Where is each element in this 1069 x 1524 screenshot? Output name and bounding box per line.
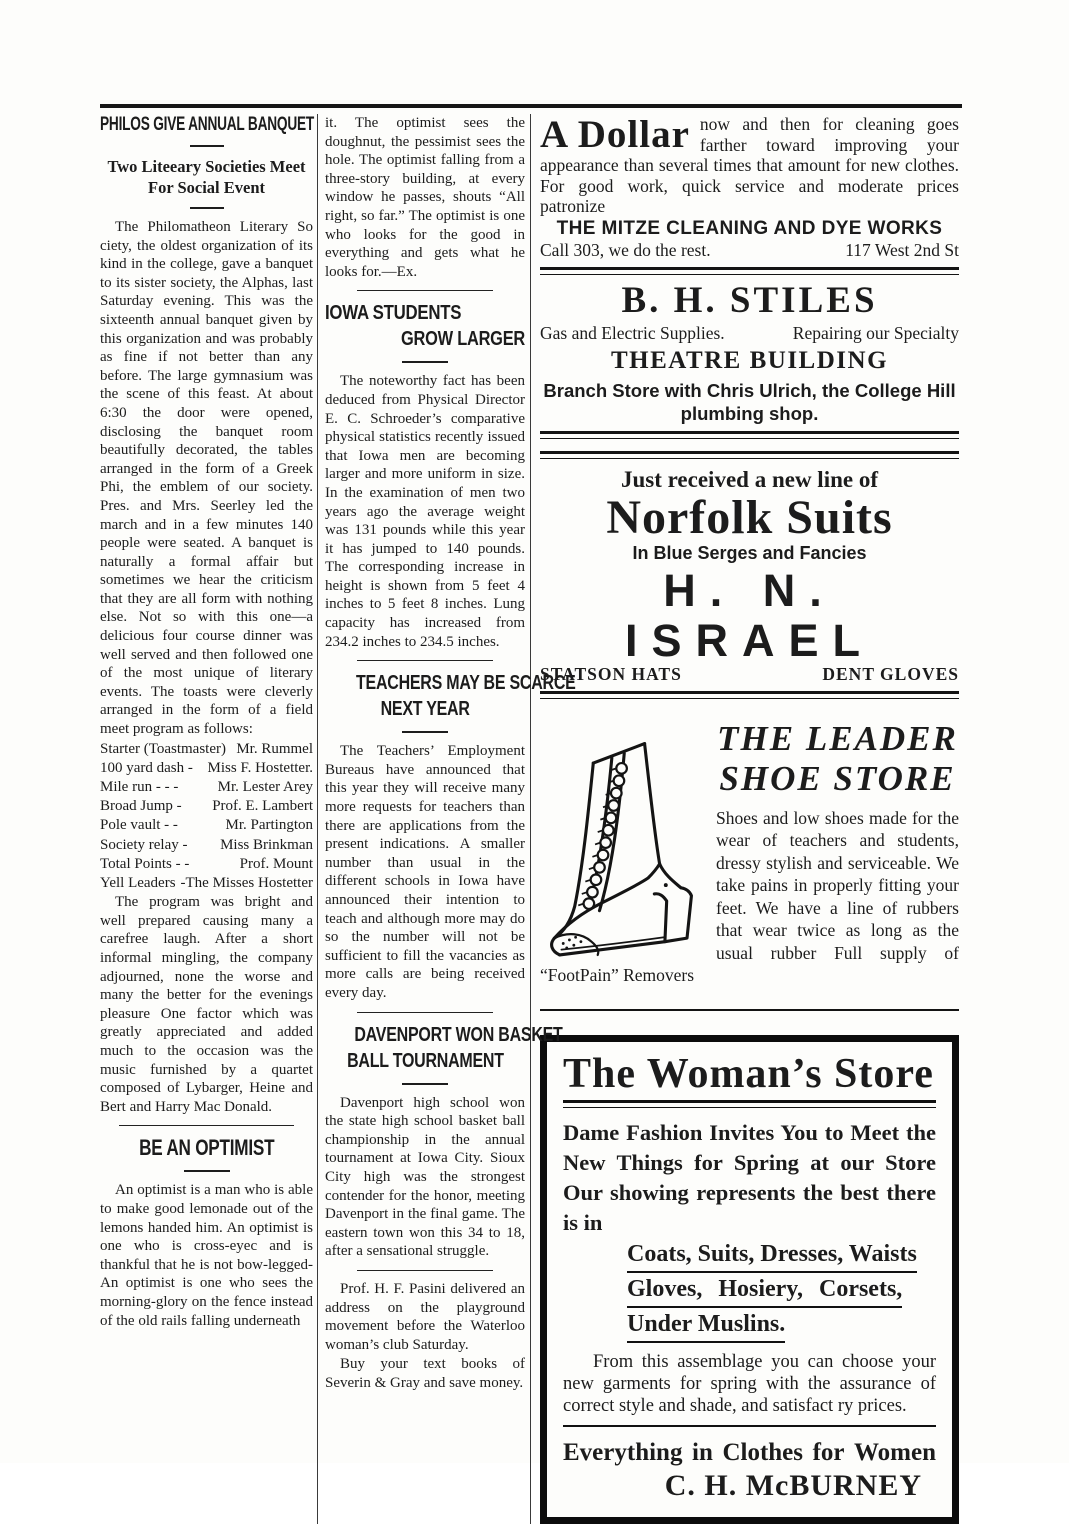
- section-divider: [119, 1125, 294, 1126]
- ad-woman-category: Gloves, Hosiery, Corsets,: [627, 1273, 902, 1308]
- program-row: [100, 759, 313, 778]
- top-divider: [100, 104, 962, 108]
- headline-optimist-text: BE AN OPTIMIST: [138, 1135, 275, 1161]
- program-row: [100, 797, 313, 816]
- dash-divider: [402, 1083, 448, 1085]
- ad-israel-product: Norfolk Suits: [606, 490, 893, 544]
- ad-womans-store: [540, 1035, 959, 1524]
- program-event: Pole vault - -: [100, 817, 178, 834]
- article-paragraph: The noteworthy fact has been deduced from Physical Director E. C. Schroeder’s comparative physical statistics recently issued that Iowa men are becoming larger and more uniform in size. In the examination of men two years ago the average weight was 131 pounds while this year it has jumped to 140 pounds. The corresponding increase in height is shown from 5 feet 4 inches to 5 feet 8 inches. Lung capacity has increased from 234.2 inches to 234.5 inches.: [325, 373, 525, 650]
- tag-word: Women: [854, 1438, 936, 1466]
- program-row: [100, 855, 313, 874]
- program-person: Mr. Partington: [225, 817, 313, 834]
- ad-stiles-services-row: [540, 323, 959, 344]
- ad-israel-name: H. N. ISRAEL: [624, 564, 874, 666]
- ad-israel-hats: STATSON HATS: [540, 663, 682, 684]
- headline-iowa: [325, 300, 525, 352]
- headline-davenport-line1: DAVENPORT WON BASKET: [354, 1022, 563, 1046]
- ad-woman-paragraph: From this assemblage you can choose your new garments for spring with the assurance of correct style and shade, and satisfact ry prices.: [563, 1351, 936, 1416]
- tag-word: for: [812, 1438, 845, 1466]
- section-divider: [357, 1270, 493, 1271]
- program-row: [100, 874, 313, 893]
- ad-woman-tagline: [563, 1437, 936, 1469]
- column-middle: [318, 114, 576, 1524]
- program-person: Miss Brinkman: [220, 836, 313, 853]
- column-right: [531, 114, 959, 1524]
- program-row: [100, 816, 313, 835]
- headline-teachers-line2: NEXT YEAR: [380, 697, 470, 721]
- program-person: Prof. E. Lambert: [212, 798, 313, 815]
- ad-leader-body: Shoes and low shoes made for the wear of teachers and students, dressy stylish and serviceable. We take pains in properly fitting your feet. We have a line of rubbers that wear twice as long as the usual rubber Full supply of “FootPain” Removers: [540, 807, 959, 985]
- headline-teachers: [325, 670, 576, 722]
- program-event: 100 yard dash -: [100, 759, 193, 776]
- article-paragraph: Buy your text books of Severin & Gray and save money.: [325, 1356, 525, 1391]
- ad-dollar-phone: Call 303, we do the rest.: [540, 239, 711, 260]
- ad-woman-proprietor: C. H. McBURNEY: [664, 1468, 922, 1502]
- ad-dollar-body: now and then for cleaning goes farther toward improving your appearance than several times that amount for new clothes. For good work, quick service and moderate prices patronize: [540, 114, 959, 216]
- dash-divider: [402, 361, 448, 363]
- ad-dollar-company: THE MITZE CLEANING AND DYE WORKS: [556, 217, 943, 239]
- section-divider: [357, 1012, 493, 1013]
- program-person: -The Misses Hostetter: [180, 875, 313, 892]
- single-rule: [540, 1009, 959, 1011]
- program-person: Prof. Mount: [239, 855, 313, 872]
- ad-dollar-headline: A Dollar: [540, 113, 690, 156]
- ad-woman-tagline-row: [563, 1437, 936, 1469]
- ad-stiles-name: B. H. STILES: [621, 279, 878, 321]
- subhead-line: Two Liteeary Societies Meet: [107, 157, 306, 176]
- headline-philos-text: PHILOS GIVE ANNUAL BANQUET: [100, 114, 315, 135]
- double-rule: [540, 691, 959, 699]
- ad-cleaning-works: [540, 114, 959, 261]
- double-rule: [563, 1100, 936, 1108]
- headline-iowa-line2: GROW LARGER: [401, 327, 525, 351]
- article-paragraph: An optimist is a man who is able to make good lemonade out of the lemons handed him. An optimist is one who is cross-eyec and is thankful that he is not bow-legged- An optimist is one who sees the morning-glory on the fence instead of the old rails falling underneath: [100, 1182, 313, 1329]
- double-rule: [540, 267, 959, 275]
- ad-dollar-contact-row: [540, 240, 959, 261]
- section-divider: [357, 290, 493, 291]
- ad-leader-shoe-store: [540, 705, 959, 999]
- headline-philos: [100, 114, 313, 136]
- ad-israel-goods-row: [540, 664, 959, 685]
- ad-woman-category: Under Muslins.: [627, 1308, 785, 1343]
- headline-iowa-line1: IOWA STUDENTS: [325, 301, 462, 325]
- program-person: Mr. Lester Arey: [217, 779, 313, 796]
- ad-woman-title: The Woman’s Store: [563, 1050, 934, 1097]
- ad-israel-subline: In Blue Serges and Fancies: [632, 542, 867, 563]
- article-paragraph: The Philomatheon Literary So ciety, the oldest organization of its kind in the college, gave a banquet to its sister society, the Alphas, last Saturday evening. This was the sixteenth annual banquet given by this organization and was probably as fine if not better than any before. The large gymnasium was the scene of this feast. At about 6:30 the door were opened, disclosing the banquet room beautifully decorated, the tables arranged in the form of a Greek Phi, the emblem of our society. Pres. and Mrs. Seerley led the march and in a few minutes 140 people were seated. A banquet is naturally a formal affair but sometimes we hear the criticism that they are all form with nothing else. Not so with this one—a delicious four course dinner was well served and then followed one of the most unique of literary events. The toasts were cleverly arranged in the form of a field meet program as follows:: [100, 219, 313, 738]
- ad-leader-title-line1: THE LEADER: [717, 718, 958, 758]
- program-event: Yell Leaders: [100, 875, 176, 892]
- double-rule: [540, 431, 959, 439]
- columns: [100, 114, 962, 1524]
- tag-word: Clothes: [722, 1438, 803, 1466]
- dash-divider: [402, 731, 448, 733]
- ad-israel: [540, 467, 959, 685]
- ad-stiles-branch-line1: Branch Store with Chris Ulrich, the College Hill: [543, 379, 956, 401]
- ad-stiles-repairing: Repairing our Specialty: [792, 322, 959, 343]
- ad-stiles-supplies: Gas and Electric Supplies.: [540, 322, 725, 343]
- subhead-line: For Social Event: [147, 178, 266, 197]
- ad-israel-intro: Just received a new line of: [620, 466, 878, 492]
- boot-illustration: [542, 733, 710, 963]
- program-person: Mr. Rummel: [236, 740, 313, 757]
- headline-davenport: [325, 1022, 563, 1074]
- program-event: Society relay -: [100, 836, 188, 853]
- article-paragraph: Davenport high school won the state high school basket ball championship in the annual tournament at Iowa City. Sioux City high was the strongest contender for the honor, meeting Davenport in the final game. The eastern town won this 34 to 18, after a sensational struggle.: [325, 1094, 525, 1260]
- headline-davenport-line2: BALL TOURNAMENT: [347, 1048, 504, 1072]
- dash-divider: [190, 207, 224, 209]
- article-paragraph: it. The optimist sees the doughnut, the pessimist sees the hole. The optimist falling from a three-story building, at every window he passes, shouts “All right, so far.” The optimist is one who looks for the good in everything and gets what he looks for.—Ex.: [325, 115, 525, 280]
- ad-stiles-building: THEATRE BUILDING: [610, 346, 889, 374]
- ad-israel-gloves: DENT GLOVES: [822, 663, 959, 684]
- single-rule: [563, 1425, 936, 1431]
- ad-dollar-address: 117 West 2nd St: [845, 239, 959, 260]
- article-paragraph: The program was bright and well prepared causing many a carefree laugh. After a short informal mingling, the company adjourned, none the worse and many the better for the evenings pleasure One factor which was greatly appreciated and added much to the occasion was the music furnished by a quartet composed of Lybarger, Heine and Bert and Harry Mac Donald.: [100, 894, 313, 1115]
- program-event: Mile run - - -: [100, 779, 179, 796]
- tag-word: in: [692, 1438, 713, 1466]
- article-paragraph: The Teachers’ Employment Bureaus have announced that this year they will receive many more requests for teachers than there are applications from the present indications. A smaller number than usual in the different schools in Iowa have announced their intention to teach and although more may do so the number will not be sufficient to fill the vacancies as more calls are being received every day.: [325, 743, 525, 1001]
- program-person: Miss F. Hostetter.: [207, 759, 313, 776]
- headline-optimist: [100, 1135, 313, 1161]
- program-event: Starter (Toastmaster): [100, 740, 226, 757]
- headline-teachers-line1: TEACHERS MAY BE SCARCE: [355, 671, 576, 695]
- article-paragraph: Prof. H. F. Pasini delivered an address on the playground movement before the Waterloo woman’s club Saturday.: [325, 1280, 525, 1353]
- program-event: Broad Jump -: [100, 798, 182, 815]
- program-list: [100, 740, 313, 894]
- program-event: Total Points - -: [100, 855, 190, 872]
- program-row: [100, 836, 313, 855]
- tag-word: Everything: [563, 1438, 683, 1466]
- section-divider: [357, 660, 493, 661]
- dash-divider: [184, 1170, 230, 1172]
- program-row: [100, 740, 313, 759]
- column-left: [100, 114, 317, 1524]
- program-row: [100, 778, 313, 797]
- ad-woman-category: Coats, Suits, Dresses, Waists: [627, 1238, 917, 1273]
- ad-stiles: [540, 281, 959, 425]
- page-content: [100, 104, 962, 1524]
- double-rule: [540, 451, 959, 459]
- ad-stiles-branch-line2: plumbing shop.: [680, 402, 819, 424]
- ad-stiles-branch: [540, 379, 959, 425]
- ad-leader-title-line2: SHOE STORE: [719, 758, 956, 798]
- dash-divider: [190, 145, 224, 147]
- ad-woman-lead: Dame Fashion Invites You to Meet the New Things for Spring at our Store Our showing represents the best there is in: [563, 1119, 936, 1235]
